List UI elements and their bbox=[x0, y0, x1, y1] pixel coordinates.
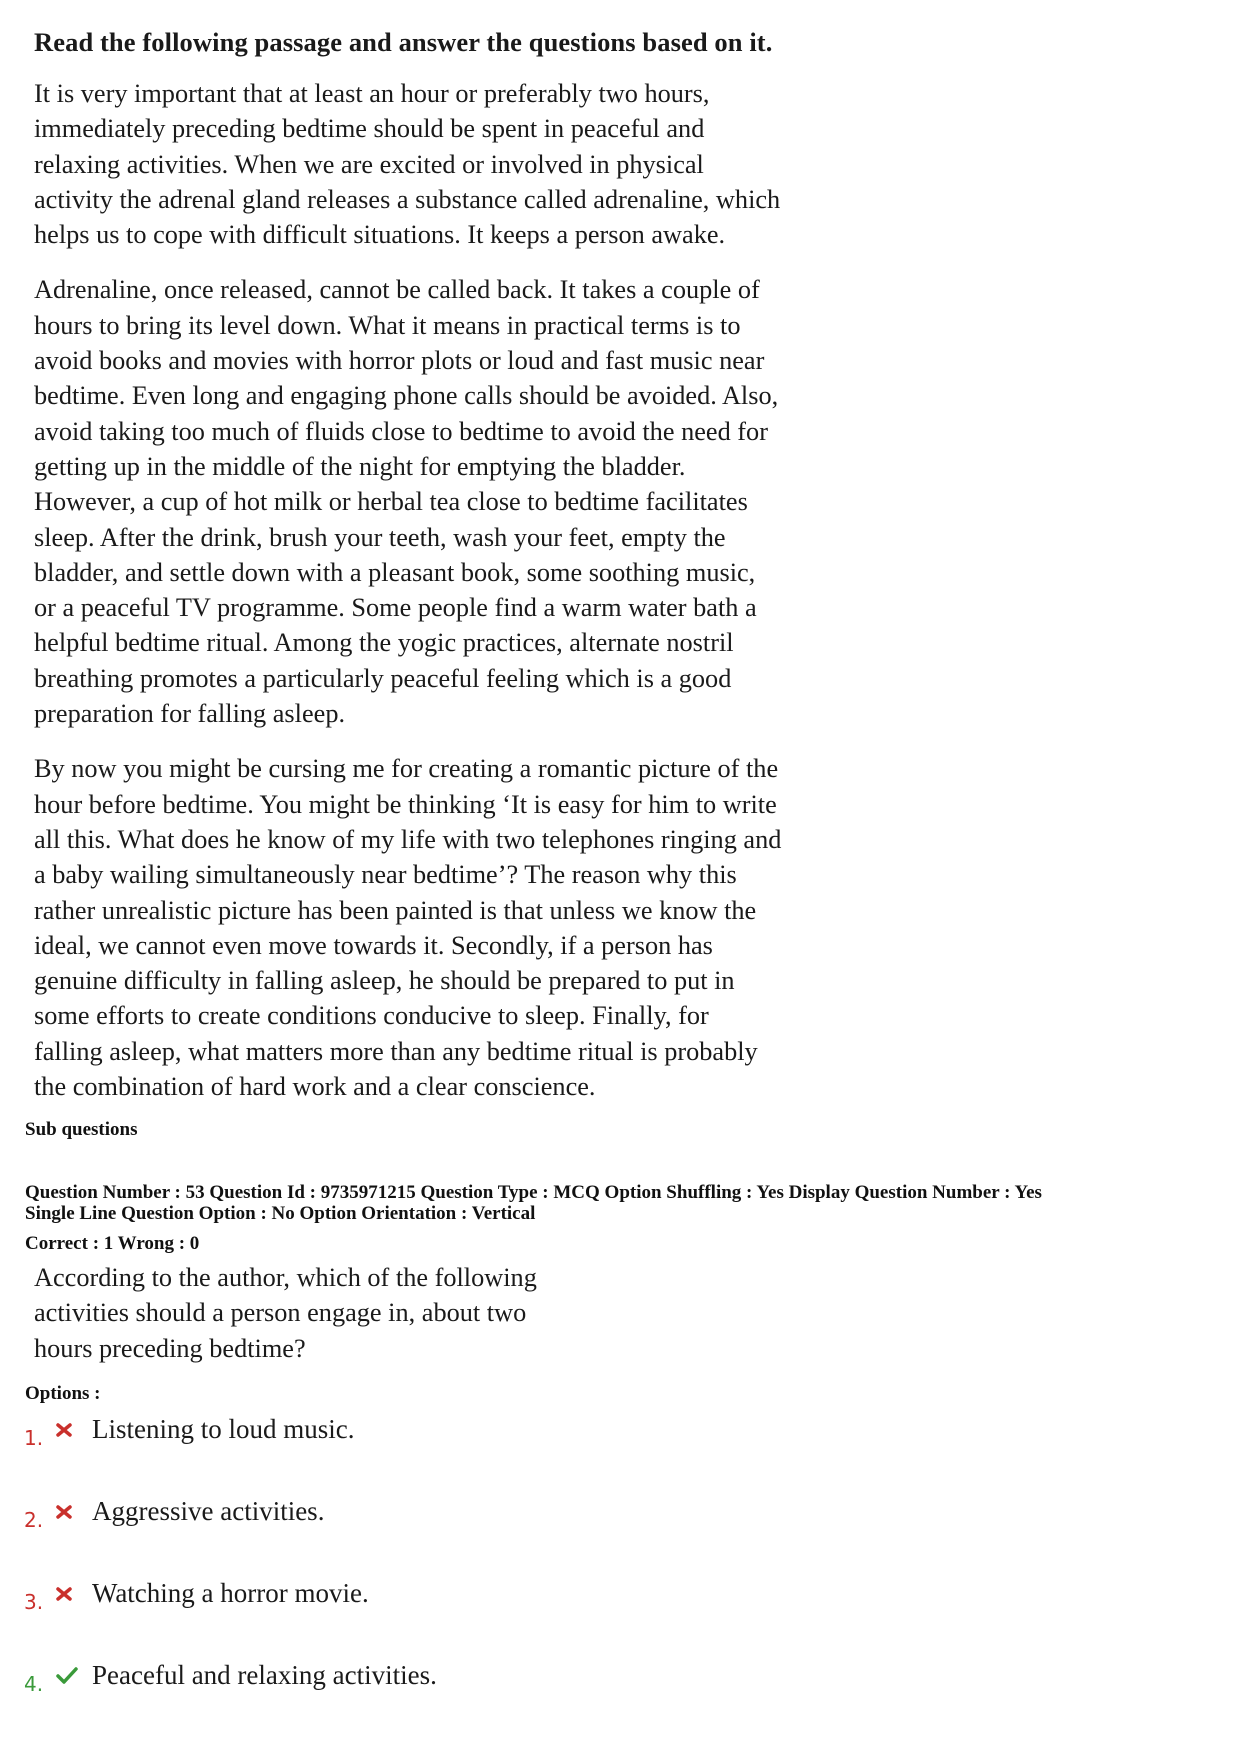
option-number: 2. bbox=[24, 1508, 44, 1532]
question-text: According to the author, which of the following activities should a person engage in, about two hours preceding bedtime? bbox=[34, 1263, 537, 1363]
passage-heading: Read the following passage and answer the questions based on it. bbox=[34, 27, 773, 57]
option-text: Watching a horror movie. bbox=[92, 1578, 369, 1608]
option-number: 4. bbox=[24, 1672, 44, 1696]
passage bbox=[34, 22, 894, 1124]
question-meta bbox=[25, 1182, 1225, 1224]
option-text: Peaceful and relaxing activities. bbox=[92, 1660, 437, 1690]
question-meta-line-1: Question Number : 53 Question Id : 9735971215 Question Type : MCQ Option Shuffling : Yes Display Question Number : Yes bbox=[25, 1182, 1042, 1203]
cross-icon bbox=[54, 1584, 74, 1604]
options-label: Options : bbox=[25, 1383, 101, 1404]
option-number: 3. bbox=[24, 1590, 44, 1614]
option-1 bbox=[24, 1412, 724, 1454]
option-text: Aggressive activities. bbox=[92, 1496, 325, 1526]
passage-paragraph-3: By now you might be cursing me for creating a romantic picture of the hour before bedtime. You might be thinking ‘It is easy for him to write all this. What does he know of my life with two telephones ringing and a baby wailing simultaneously near bedtime’? The reason why this rather unrealistic picture has been painted is that unless we know the ideal, we cannot even move towards it. Secondly, if a person has genuine difficulty in falling asleep, he should be prepared to put in some efforts to create conditions conducive to sleep. Finally, for falling asleep, what matters more than any bedtime ritual is probably the combination of hard work and a clear conscience. bbox=[34, 754, 782, 1102]
passage-paragraph-2: Adrenaline, once released, cannot be called back. It takes a couple of hours to bring its level down. What it means in practical terms is to avoid books and movies with horror plots or loud and fast music near bedtime. Even long and engaging phone calls should be avoided. Also, avoid taking too much of fluids close to bedtime to avoid the need for getting up in the middle of the night for emptying the bladder. However, a cup of hot milk or herbal tea close to bedtime facilitates sleep. After the drink, brush your teeth, wash your feet, empty the bladder, and settle down with a pleasant book, some soothing music, or a peaceful TV programme. Some people find a warm water bath a helpful bedtime ritual. Among the yogic practices, alternate nostril breathing promotes a particularly peaceful feeling which is a good preparation for falling asleep. bbox=[34, 275, 779, 729]
check-icon bbox=[54, 1666, 80, 1686]
passage-paragraph-1: It is very important that at least an hour or preferably two hours, immediately preceding bedtime should be spent in peaceful and relaxing activities. When we are excited or involved in physical activity the adrenal gland releases a substance called adrenaline, which helps us to cope with difficult situations. It keeps a person awake. bbox=[34, 79, 781, 250]
option-2 bbox=[24, 1494, 724, 1536]
question-meta-line-2: Single Line Question Option : No Option Orientation : Vertical bbox=[25, 1203, 536, 1224]
option-4 bbox=[24, 1658, 724, 1700]
cross-icon bbox=[54, 1420, 74, 1440]
question-score: Correct : 1 Wrong : 0 bbox=[25, 1233, 200, 1254]
cross-icon bbox=[54, 1502, 74, 1522]
option-number: 1. bbox=[24, 1426, 44, 1450]
option-text: Listening to loud music. bbox=[92, 1414, 355, 1444]
sub-questions-label: Sub questions bbox=[25, 1119, 138, 1140]
option-3 bbox=[24, 1576, 724, 1618]
